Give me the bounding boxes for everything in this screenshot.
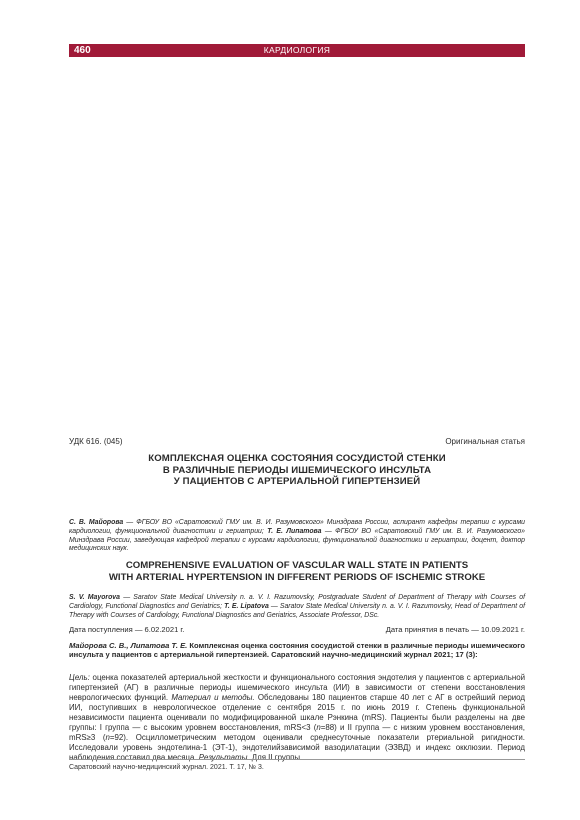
article-type: Оригинальная статья <box>445 437 525 446</box>
abstract-results-label: Результаты. <box>198 753 250 762</box>
author-affiliation: — Saratov State Medical University n. a. V. I. Razumovsky, Postgraduate Student of Department of Therapy with Courses of Cardiology, Functional Diagnostics and Geriatrics; <box>69 594 525 610</box>
date-received: Дата поступления — 6.02.2021 г. <box>69 625 185 634</box>
authors-ru <box>69 519 525 554</box>
title-ru-line: В РАЗЛИЧНЫЕ ПЕРИОДЫ ИШЕМИЧЕСКОГО ИНСУЛЬТА <box>162 464 432 476</box>
author-name: Т. Е. Липатова <box>267 527 322 535</box>
title-ru-line: У ПАЦИЕНТОВ С АРТЕРИАЛЬНОЙ ГИПЕРТЕНЗИЕЙ <box>173 476 421 487</box>
udc-code: УДК 616. (045) <box>69 437 123 446</box>
abstract-aim-label: Цель: <box>69 673 90 682</box>
date-accepted: Дата принятия в печать — 10.09.2021 г. <box>385 625 525 634</box>
abstract-aim-text: оценка показателей артериальной жесткости и функционального состояния эндотелия у пациентов с артериальной гипертензией (АГ) в различные периоды ишемического инсульта (ИИ) в зависимости от степени восстановления неврологических функций. <box>69 673 525 702</box>
citation-authors: Майорова С. В., Липатова Т. Е. <box>69 641 188 650</box>
dates-row <box>69 625 525 634</box>
author-name: S. V. Mayorova <box>69 594 120 601</box>
abstract-methods-text: Обследованы 180 пациентов старше 40 лет с АГ в острейший период ИИ, поступивших в неврологическое отделение с сентября 2015 г. по июнь 2019 г. Степень функциональной независимости пациента оценивали по модифицированной шкале Рэнкина (mRS). Пациенты были разделены на две группы: I группа — с высоким уровнем восстановления, mRS<3 ( <box>69 693 525 732</box>
citation <box>69 641 525 659</box>
header-bar <box>69 44 525 57</box>
title-ru-line: КОМПЛЕКСНАЯ ОЦЕНКА СОСТОЯНИЯ СОСУДИСТОЙ СТЕНКИ <box>148 453 446 464</box>
citation-text: Комплексная оценка состояния сосудистой стенки в различные периоды ишемического инсульта у пациентов с артериальной гипертензией. Саратовский научно-медицинский журнал 2021; 17 (3): <box>69 641 525 660</box>
abstract-methods-text: =92). Осциллометрическим методом оценивали среднесуточные показатели ртериальной ригидности. Исследовали уровень эндотелина-1 (ЭТ-1), эндотелийзависимой вазодилатации (ЭЗВД) и индекс окклюзии. Период наблюдения составил два месяца. <box>69 733 525 762</box>
abstract-n-symbol: n <box>316 723 321 732</box>
footer-journal: Саратовский научно-медицинский журнал. 2021. Т. 17, № 3. <box>69 764 264 771</box>
title-en <box>69 560 525 583</box>
author-name: T. E. Lipatova <box>224 602 269 610</box>
abstract-methods-text: =88) и II группа — с низким уровнем восстановления, mRS≥3 ( <box>69 723 525 742</box>
page-number: 460 <box>74 45 91 56</box>
title-en-line: COMPREHENSIVE EVALUATION OF VASCULAR WALL STATE IN PATIENTS <box>125 560 469 571</box>
authors-en <box>69 594 525 620</box>
author-affiliation: — ФГБОУ ВО «Саратовский ГМУ им. В. И. Разумовского» Минздрава России, заведующая кафедрой терапии с курсами кардиологии, функциональной диагностики и гериатрии, доцент, доктор медицинских наук. <box>69 527 526 553</box>
author-affiliation: — Saratov State Medical University n. a. V. I. Razumovsky, Head of Department of Therapy with Courses of Cardiology, Functional Diagnostics and Geriatrics, Associate Professor, DSc. <box>69 602 525 619</box>
abstract-n-symbol: n <box>105 733 110 742</box>
title-ru <box>69 453 525 488</box>
abstract <box>69 673 525 763</box>
footer-divider <box>69 759 525 760</box>
title-en-line: WITH ARTERIAL HYPERTENSION IN DIFFERENT PERIODS OF ISCHEMIC STROKE <box>108 571 486 583</box>
section-title: КАРДИОЛОГИЯ <box>263 45 331 55</box>
abstract-results-text: Для II группы <box>249 753 301 762</box>
author-affiliation: — ФГБОУ ВО «Саратовский ГМУ им. В. И. Разумовского» Минздрава России, аспирант кафедры терапии с курсами кардиологии, функциональной диагностики и гериатрии; <box>69 519 525 535</box>
abstract-methods-label: Материал и методы. <box>171 693 255 702</box>
author-name: С. В. Майорова <box>69 519 124 526</box>
